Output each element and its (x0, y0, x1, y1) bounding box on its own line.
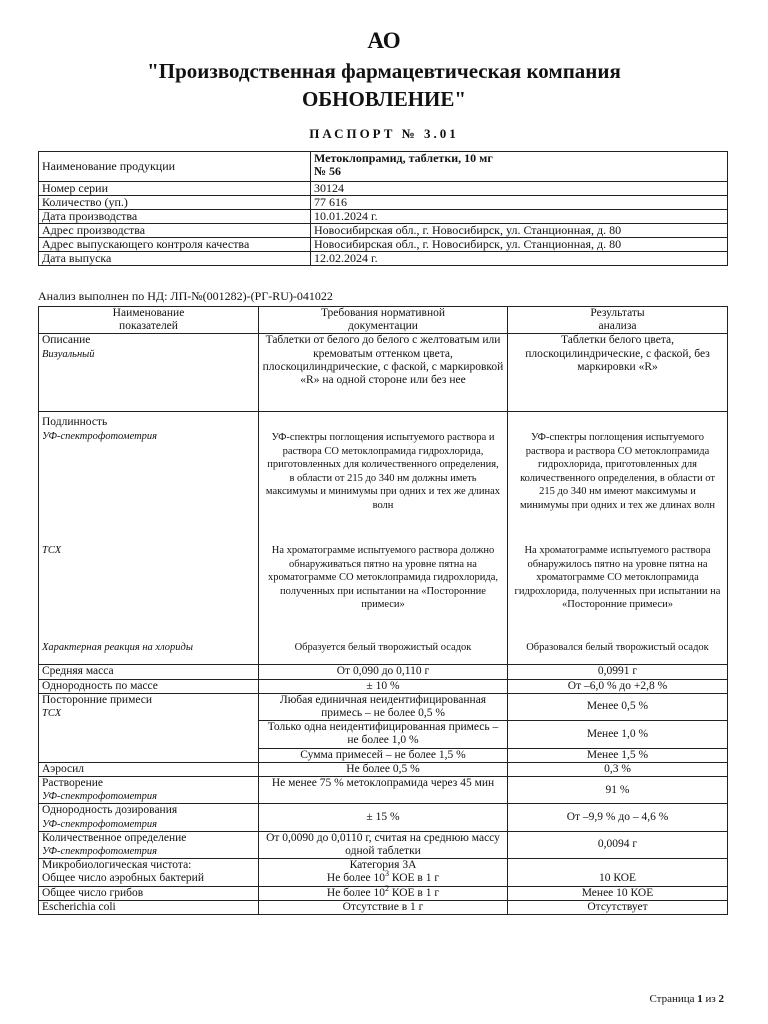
company-type: АО (367, 28, 401, 53)
page-number-text: из (705, 993, 716, 1005)
requirement-text: КОЕ в 1 г (388, 886, 440, 899)
passport-title: ПАСПОРТ № 3.01 (309, 126, 459, 141)
info-row (39, 210, 728, 224)
info-row (39, 152, 728, 182)
requirement-cell: Не более 0,5 % (259, 762, 508, 776)
info-label: Адрес выпускающего контроля качества (39, 238, 311, 252)
indicator-title: Аэросил (39, 762, 259, 776)
column-header-requirements (259, 307, 508, 334)
indicator-cell (39, 777, 259, 804)
indicator-title: Подлинность (42, 416, 108, 429)
info-value: 10.01.2024 г. (311, 210, 728, 224)
requirement-cell: ± 10 % (259, 679, 508, 693)
info-row (39, 252, 728, 266)
requirement-text: КОЕ в 1 г (388, 872, 440, 885)
requirement-text: Не более 10 (326, 872, 385, 885)
indicator-title: Растворение (42, 777, 103, 790)
info-label: Наименование продукции (39, 152, 311, 182)
table-row-dissolution (39, 777, 728, 804)
column-header-text: документации (348, 320, 418, 333)
indicator-cell (39, 334, 259, 412)
company-name-line2: ОБНОВЛЕНИЕ" (301, 87, 467, 111)
info-label: Адрес производства (39, 224, 311, 238)
product-pack: № 56 (314, 164, 342, 178)
result-cell: Менее 1,5 % (508, 748, 728, 762)
requirement-cell (259, 412, 508, 665)
result-cell: 0,0991 г (508, 665, 728, 679)
info-label: Номер серии (39, 182, 311, 196)
requirement-text: Образуется белый творожистый осадок (294, 642, 472, 654)
analysis-table (38, 306, 728, 915)
table-row-aerosil (39, 762, 728, 776)
product-name: Метоклопрамид, таблетки, 10 мг (314, 151, 493, 165)
indicator-method: Характерная реакция на хлориды (42, 642, 193, 654)
info-value (311, 152, 728, 182)
exponent: 2 (384, 883, 389, 893)
product-info-table (38, 151, 728, 266)
indicator-method: УФ-спектрофотометрия (42, 818, 158, 830)
table-row-authenticity (39, 412, 728, 665)
info-label: Дата выпуска (39, 252, 311, 266)
table-row-assay (39, 831, 728, 858)
indicator-method: ТСХ (42, 545, 62, 557)
analysis-note: Анализ выполнен по НД: ЛП-№(001282)-(РГ-RU)-041022 (38, 289, 333, 303)
indicator-title: Общее число грибов (39, 886, 259, 900)
column-header-text: Наименование (112, 307, 185, 319)
indicator-title: Escherichia coli (39, 900, 259, 914)
indicator-title: Посторонние примеси (42, 693, 152, 706)
result-cell: 0,3 % (508, 762, 728, 776)
requirement-cell: Любая единичная неидентифицированная примесь – не более 0,5 % (259, 693, 508, 720)
requirement-text: Категория 3А (349, 859, 417, 872)
table-row-mass-uniformity (39, 679, 728, 693)
indicator-method: УФ-спектрофотометрия (42, 846, 158, 858)
page-current: 1 (697, 993, 703, 1005)
result-cell: Таблетки белого цвета, плоскоцилиндрические, с фаской, без маркировки «R» (508, 334, 728, 412)
requirement-cell: Сумма примесей – не более 1,5 % (259, 748, 508, 762)
table-row-microbiology (39, 859, 728, 886)
requirement-cell: Таблетки от белого до белого с желтоватым или кремоватым оттенком цвета, плоскоцилиндрические, с фаской, с маркировкой «R» на одной стороне или без нее (259, 334, 508, 412)
result-text: УФ-спектры поглощения испытуемого раствора и раствора СО метоклопрамида гидрохлорида, приготовленных для количественного определения, в области от 215 до 340 нм имеют максимумы и минимумы при одних и тех же длинах волн (520, 432, 715, 511)
result-text: Образовался белый творожистый осадок (526, 642, 709, 654)
info-value: Новосибирская обл., г. Новосибирск, ул. Станционная, д. 80 (311, 238, 728, 252)
indicator-cell (39, 412, 259, 665)
indicator-title: Микробиологическая чистота: (42, 859, 192, 872)
requirement-cell (259, 859, 508, 886)
table-row-average-mass (39, 665, 728, 679)
column-header-text: показателей (119, 320, 178, 333)
requirement-cell: Не менее 75 % метоклопрамида через 45 мин (259, 777, 508, 804)
column-header-text: анализа (598, 320, 637, 333)
table-row-ecoli (39, 900, 728, 914)
info-value: Новосибирская обл., г. Новосибирск, ул. Станционная, д. 80 (311, 224, 728, 238)
column-header-text: Требования нормативной (320, 307, 446, 319)
info-value: 30124 (311, 182, 728, 196)
info-label: Дата производства (39, 210, 311, 224)
indicator-method: Визуальный (42, 348, 95, 360)
requirement-text: УФ-спектры поглощения испытуемого раствора и раствора СО метоклопрамида гидрохлорида, приготовленных для количественного определения, в области от 215 до 340 нм должны иметь максимумы и минимумы при одних и тех же длинах волн (265, 432, 501, 511)
result-cell: Менее 10 КОЕ (508, 886, 728, 900)
indicator-method: ТСХ (42, 708, 62, 720)
column-header-indicator (39, 307, 259, 334)
indicator-cell (39, 859, 259, 886)
result-cell: Менее 1,0 % (508, 721, 728, 748)
indicator-title: Количественное определение (42, 831, 187, 844)
result-text: На хроматограмме испытуемого раствора обнаружилось пятно на уровне пятна на хроматограмме СО метоклопрамида гидрохлорида, полученных при испытании на «Посторонние примеси» (514, 545, 721, 611)
result-cell: От –9,9 % до – 4,6 % (508, 804, 728, 831)
info-row (39, 182, 728, 196)
info-value: 12.02.2024 г. (311, 252, 728, 266)
info-label: Количество (уп.) (39, 196, 311, 210)
indicator-title: Общее число аэробных бактерий (42, 872, 204, 885)
result-cell: 0,0094 г (508, 831, 728, 858)
table-row-dose-uniformity (39, 804, 728, 831)
indicator-cell (39, 804, 259, 831)
column-header-text: Результаты (590, 307, 645, 319)
table-row-fungi (39, 886, 728, 900)
result-cell: Отсутствует (508, 900, 728, 914)
info-row (39, 238, 728, 252)
table-header-row (39, 307, 728, 334)
indicator-title: Однородность по массе (39, 679, 259, 693)
requirement-text: Не более 10 (326, 886, 385, 899)
result-cell: От –6,0 % до +2,8 % (508, 679, 728, 693)
requirement-cell: Только одна неидентифицированная примесь – не более 1,0 % (259, 721, 508, 748)
indicator-title: Однородность дозирования (42, 804, 178, 817)
table-row-description (39, 334, 728, 412)
page-number-text: Страница (649, 993, 695, 1005)
page-number (649, 993, 724, 1005)
result-cell: 10 КОЕ (508, 859, 728, 886)
requirement-text: На хроматограмме испытуемого раствора должно обнаруживаться пятно на уровне пятна на хроматограмме СО метоклопрамида гидрохлорида, полученных при испытании на «Посторонние примеси» (268, 545, 498, 611)
table-row-impurities (39, 693, 728, 720)
exponent: 3 (384, 869, 389, 879)
result-cell (508, 412, 728, 665)
requirement-cell (259, 883, 508, 900)
indicator-method: УФ-спектрофотометрия (42, 791, 158, 803)
requirement-cell: От 0,0090 до 0,0110 г, считая на среднюю массу одной таблетки (259, 831, 508, 858)
requirement-cell: ± 15 % (259, 804, 508, 831)
info-row (39, 196, 728, 210)
indicator-title: Средняя масса (39, 665, 259, 679)
requirement-cell: От 0,090 до 0,110 г (259, 665, 508, 679)
indicator-cell (39, 831, 259, 858)
indicator-title: Описание (42, 334, 91, 347)
info-row (39, 224, 728, 238)
page-total: 2 (718, 993, 724, 1005)
result-cell: 91 % (508, 777, 728, 804)
requirement-cell: Отсутствие в 1 г (259, 900, 508, 914)
info-value: 77 616 (311, 196, 728, 210)
column-header-results (508, 307, 728, 334)
requirement-text (262, 869, 504, 885)
indicator-method: УФ-спектрофотометрия (42, 430, 158, 442)
company-name-line1: "Производственная фармацевтическая компания (147, 59, 621, 83)
result-cell: Менее 0,5 % (508, 693, 728, 720)
indicator-cell (39, 693, 259, 762)
